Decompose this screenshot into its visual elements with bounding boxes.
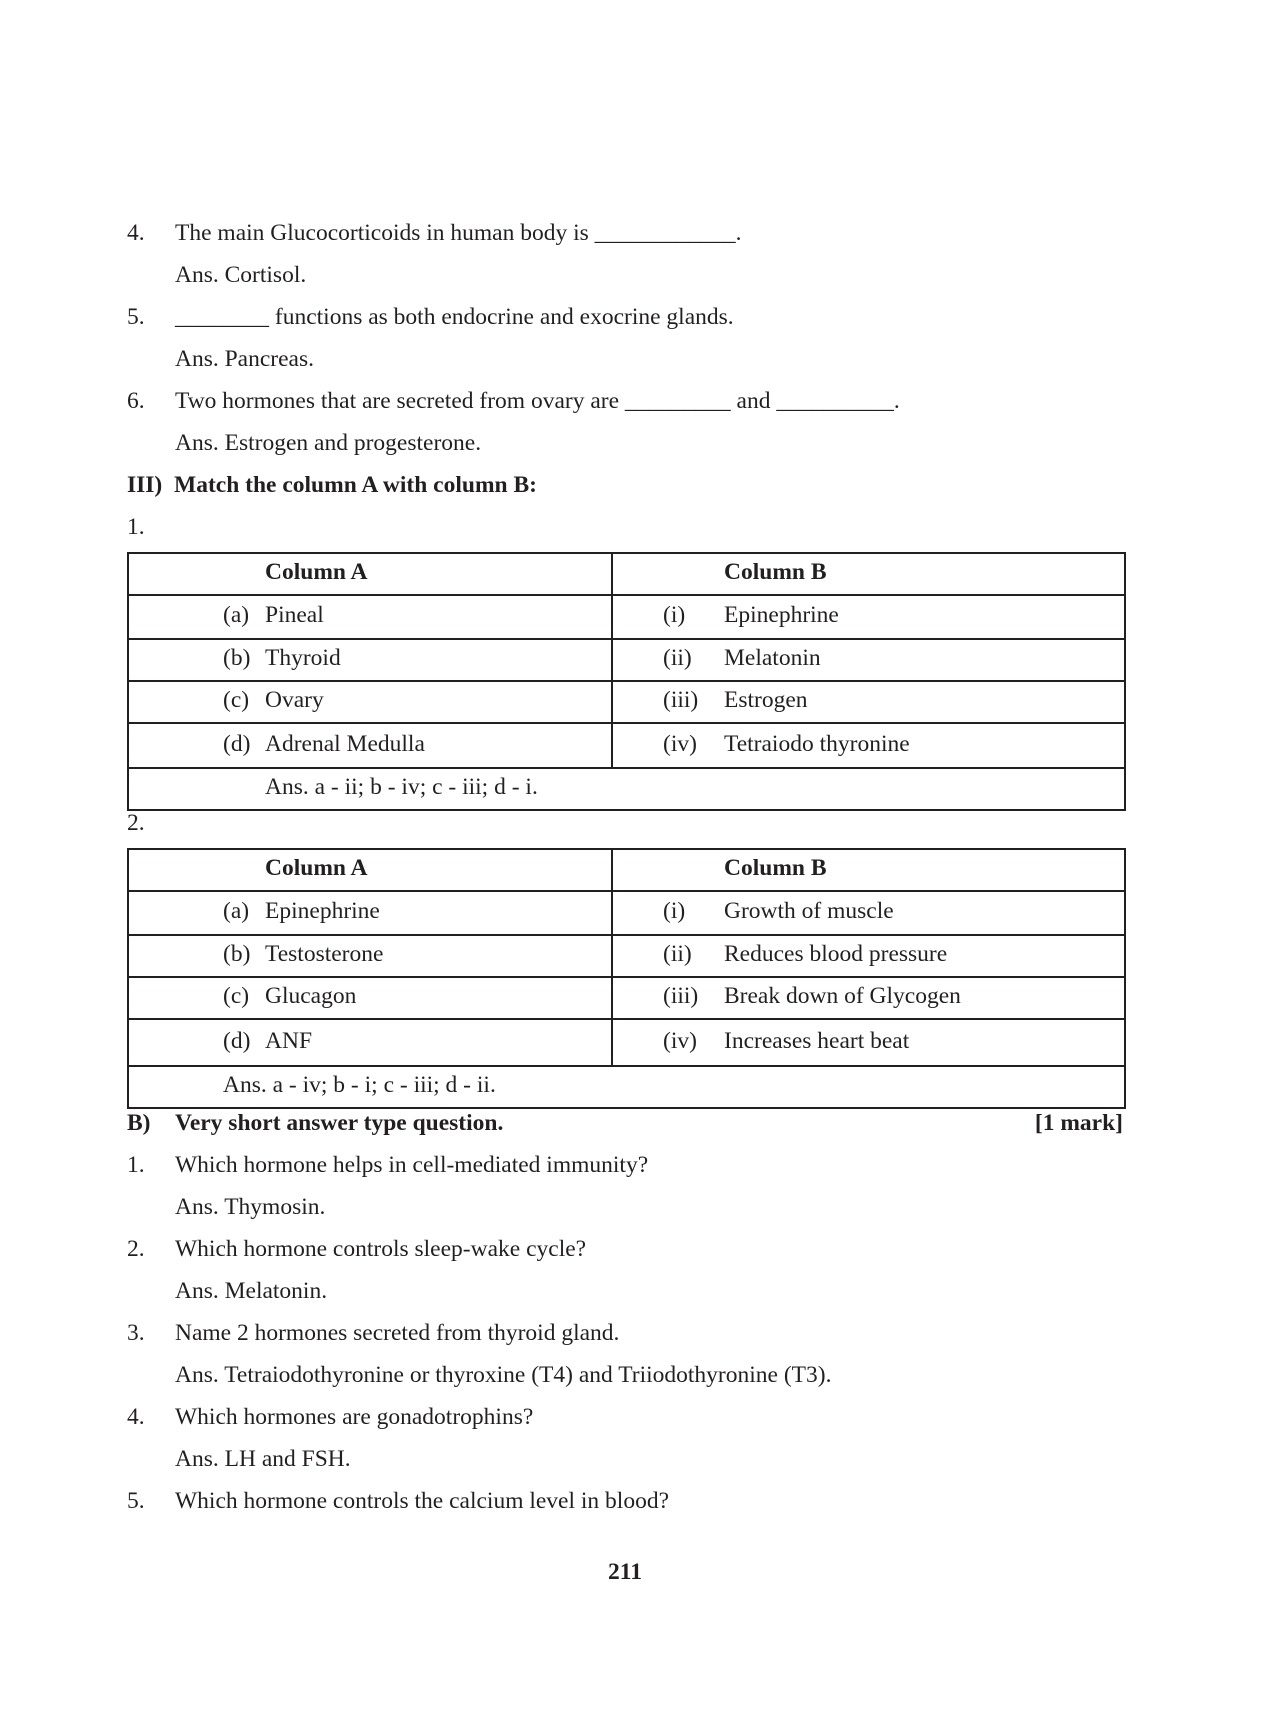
table-row [128,681,1125,723]
table-header-row [128,553,1125,595]
item-value: Melatonin [724,645,821,672]
question-text: Name 2 hormones secreted from thyroid gland. [175,1320,620,1346]
item-value: Epinephrine [724,602,839,629]
table-row [128,977,1125,1019]
answer-text: Ans. Thymosin. [175,1194,326,1220]
question-number: 2. [127,1236,145,1262]
item-label: (iii) [663,687,699,714]
match-table-number: 2. [127,810,145,836]
item-value: Estrogen [724,687,808,714]
item-value: Reduces blood pressure [724,941,948,968]
question-text: Which hormone controls sleep-wake cycle? [175,1236,587,1262]
item-label: (d) [223,1027,251,1054]
answer-text: Ans. LH and FSH. [175,1446,351,1472]
item-value: Thyroid [265,645,341,672]
question-number: 6. [127,388,145,414]
item-value: Epinephrine [265,898,380,925]
item-value: Growth of muscle [724,898,894,925]
table-header-row [128,849,1125,891]
question-text: The main Glucocorticoids in human body is ____________. [175,220,742,246]
section-label: B) [127,1110,151,1136]
question-text: ________ functions as both endocrine and exocrine glands. [175,304,734,330]
item-value: Adrenal Medulla [265,730,425,757]
section-heading-match: III) Match the column A with column B: [127,472,537,498]
marks-badge: [1 mark] [1034,1110,1123,1136]
answer-row [128,1066,1125,1108]
question-text: Which hormone controls the calcium level in blood? [175,1488,670,1514]
answer-text: Ans. Cortisol. [175,262,307,288]
question-number: 3. [127,1320,145,1346]
item-label: (ii) [663,645,692,672]
item-label: (iv) [663,1027,697,1054]
item-label: (b) [223,941,251,968]
column-b-header: Column B [724,855,827,882]
item-label: (a) [223,898,250,925]
item-label: (ii) [663,941,692,968]
item-value: Ovary [265,687,324,714]
answer-text: Ans. a - ii; b - iv; c - iii; d - i. [265,774,538,801]
table-row [128,891,1125,935]
question-number: 5. [127,1488,145,1514]
item-label: (c) [223,687,250,714]
item-value: Tetraiodo thyronine [724,730,910,757]
question-text: Which hormone helps in cell-mediated immunity? [175,1152,649,1178]
item-value: Testosterone [265,941,384,968]
item-value: Increases heart beat [724,1027,910,1054]
answer-text: Ans. Tetraiodothyronine or thyroxine (T4) and Triiodothyronine (T3). [175,1362,832,1388]
item-label: (iii) [663,983,699,1010]
item-value: Pineal [265,602,324,629]
question-number: 1. [127,1152,145,1178]
column-b-header: Column B [724,559,827,586]
answer-text: Ans. Pancreas. [175,346,315,372]
item-value: ANF [265,1027,313,1054]
question-text: Two hormones that are secreted from ovary are _________ and __________. [175,388,900,414]
question-number: 4. [127,220,145,246]
item-label: (i) [663,898,686,925]
column-a-header: Column A [265,855,368,882]
table-row [128,723,1125,768]
match-table-number: 1. [127,514,145,540]
page-number: 211 [608,1559,642,1585]
item-label: (i) [663,602,686,629]
item-label: (b) [223,645,251,672]
table-row [128,595,1125,639]
item-label: (iv) [663,730,697,757]
answer-row [128,768,1125,810]
answer-text: Ans. a - iv; b - i; c - iii; d - ii. [223,1072,496,1099]
item-value: Break down of Glycogen [724,983,961,1010]
match-table-1 [127,552,1126,811]
table-row [128,935,1125,977]
question-number: 5. [127,304,145,330]
answer-text: Ans. Estrogen and progesterone. [175,430,482,456]
item-label: (a) [223,602,250,629]
answer-text: Ans. Melatonin. [175,1278,328,1304]
section-heading: Very short answer type question. [175,1110,504,1136]
question-text: Which hormones are gonadotrophins? [175,1404,534,1430]
question-number: 4. [127,1404,145,1430]
item-label: (d) [223,730,251,757]
match-table-2 [127,848,1126,1109]
item-value: Glucagon [265,983,357,1010]
item-label: (c) [223,983,250,1010]
table-row [128,1019,1125,1066]
table-row [128,639,1125,681]
column-a-header: Column A [265,559,368,586]
